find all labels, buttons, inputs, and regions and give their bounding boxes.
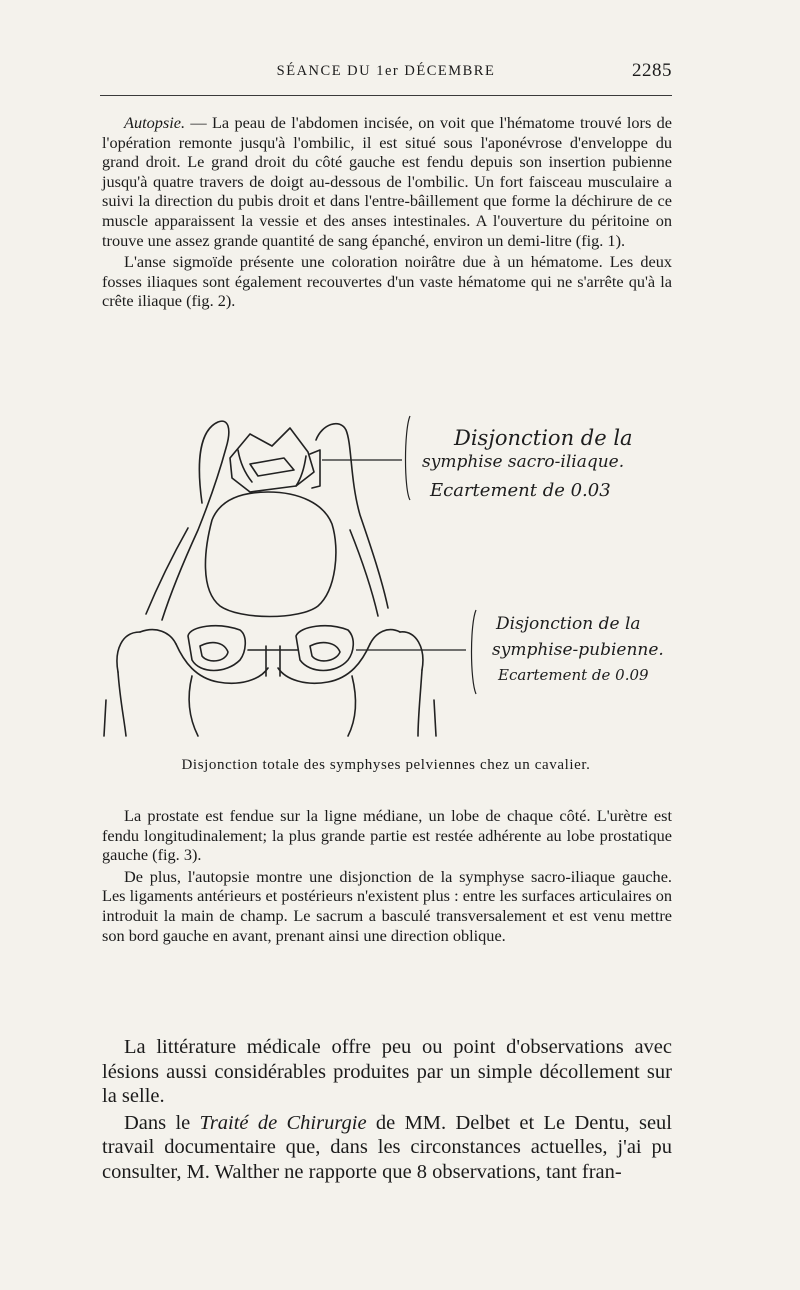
autopsy-lead: Autopsie. — [124, 113, 186, 132]
treatise-paragraph — [102, 1111, 672, 1185]
pelvis-figure — [100, 400, 672, 740]
header-rule — [100, 95, 672, 96]
treatise-after: de MM. Delbet et Le Dentu, seul travail documentaire que, dans les circonstances actuelles, j'ai pu consulter, M. Walther ne rapporte que 8 observations, tant fran- — [102, 1111, 672, 1183]
sacroiliac-label-line2: symphise sacro-iliaque. — [422, 452, 625, 472]
literature-paragraph: La littérature médicale offre peu ou point d'observations avec lésions aussi considérables produites par un simple décollement sur la selle. — [102, 1036, 672, 1107]
figure-caption: Disjonction totale des symphyses pelviennes chez un cavalier. — [181, 757, 591, 773]
page-number: 2285 — [632, 60, 672, 81]
running-head — [100, 60, 672, 82]
pubic-label-line3: Ecartement de 0.09 — [498, 666, 649, 684]
sigmoid-paragraph: L'anse sigmoïde présente une coloration noirâtre due à un hématome. Les deux fosses iliaques sont également recouvertes d'un vaste hématome qui ne s'arrête qu'à la crête iliaque (fig. 2). — [102, 252, 672, 311]
sacroiliac-label-line3: Ecartement de 0.03 — [430, 480, 611, 501]
autopsy-section — [102, 113, 672, 311]
treatise-title: Traité de Chirurgie — [199, 1111, 367, 1134]
autopsy-paragraph — [102, 113, 672, 250]
sacroiliac-paragraph: De plus, l'autopsie montre une disjonction de la symphyse sacro-iliaque gauche. Les ligaments antérieurs et postérieurs n'existent plus : entre les surfaces articulaires on introduit la main de champ. Le sacrum a basculé transversalement et est venu mettre son bord gauche en avant, prenant ainsi une direction oblique. — [102, 866, 672, 945]
running-title: SÉANCE DU 1er DÉCEMBRE — [276, 63, 496, 79]
pubic-label-line2: symphise-pubienne. — [492, 640, 664, 660]
literature-section — [102, 1035, 672, 1184]
autopsy-text: — La peau de l'abdomen incisée, on voit que l'hématome trouvé lors de l'opération remonte jusqu'à l'ombilic, il est situé sous l'aponévrose d'enveloppe du grand droit. Le grand droit du côté gauche est fendu depuis son insertion pubienne jusqu'à quatre travers de doigt au-dessous de l'ombilic. Un fort faisceau musculaire a suivi la direction du pubis droit et dans l'entre-bâillement que forme la déchirure de ce muscle apparaissent la vessie et des anses intestinales. A l'ouverture du péritoine on trouve une assez grande quantité de sang épanché, environ un demi-litre (fig. 1). — [102, 113, 672, 250]
pubic-label-line1: Disjonction de la — [496, 614, 641, 634]
sacroiliac-label-line1: Disjonction de la — [454, 426, 633, 450]
treatise-before: Dans le — [124, 1111, 200, 1134]
pelvis-drawing — [100, 400, 672, 740]
prostate-paragraph: La prostate est fendue sur la ligne médiane, un lobe de chaque côté. L'urètre est fendu longitudinalement; la plus grande partie est restée adhérente au lobe prostatique gauche (fig. 3). — [102, 806, 672, 865]
findings-section — [102, 806, 672, 945]
